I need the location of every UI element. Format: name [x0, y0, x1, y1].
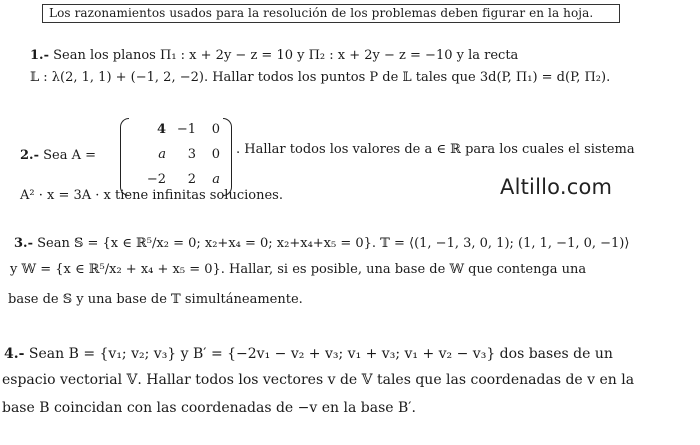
matrix-right-bracket — [223, 118, 232, 196]
problem-4-number: 4.- — [4, 346, 25, 362]
matrix-cell: 0 — [211, 147, 220, 162]
problem-4-line-2: espacio vectorial 𝕍. Hallar todos los vectores v de 𝕍 tales que las coordenadas de v en la — [2, 372, 635, 388]
matrix-a — [120, 118, 232, 194]
problem-1-text-1: Sean los planos Π₁ : x + 2y − z = 10 y Π₂ : x + 2y − z = −10 y la recta — [53, 48, 519, 63]
matrix-cell: a — [158, 147, 166, 162]
problem-3-line-3: base de 𝕊 y una base de 𝕋 simultáneamente. — [8, 292, 303, 307]
altillo-watermark: Altillo.com — [500, 175, 613, 199]
matrix-cell: 0 — [211, 122, 220, 137]
problem-3-line-1 — [14, 236, 629, 251]
problem-2-number: 2.- — [20, 148, 39, 163]
problem-4-text-1: Sean B = {v₁; v₂; v₃} y B′ = {−2v₁ − v₂ + v₃; v₁ + v₃; v₁ + v₂ − v₃} dos bases de un — [28, 346, 613, 362]
matrix-cell: −1 — [176, 122, 196, 137]
matrix-left-bracket — [120, 118, 129, 196]
problem-3-line-2: y 𝕎 = {x ∈ ℝ⁵/x₂ + x₄ + x₅ = 0}. Hallar, si es posible, una base de 𝕎 que contenga una — [10, 262, 587, 277]
problem-4-line-1 — [4, 346, 613, 362]
problem-2-text-rest: . Hallar todos los valores de a ∈ ℝ para los cuales el sistema — [236, 142, 635, 157]
matrix-cell: a — [212, 172, 220, 187]
instructions-header: Los razonamientos usados para la resolución de los problemas deben figurar en la hoja. — [42, 4, 620, 23]
problem-3-number: 3.- — [14, 236, 33, 251]
matrix-cell: −2 — [146, 172, 166, 187]
problem-4-line-3: base B coincidan con las coordenadas de −v en la base B′. — [2, 400, 416, 416]
matrix-cell: 4 — [156, 122, 166, 137]
problem-1-number: 1.- — [30, 48, 49, 63]
problem-1-line-1 — [30, 48, 518, 63]
matrix-cell: 2 — [187, 172, 196, 187]
problem-2-line-2: A² · x = 3A · x tiene infinitas soluciones. — [20, 188, 283, 203]
problem-3-text-1: Sean 𝕊 = {x ∈ ℝ⁵/x₂ = 0; x₂+x₄ = 0; x₂+x₄+x₅ = 0}. 𝕋 = ⟨(1, −1, 3, 0, 1); (1, 1, −1, 0, −1)⟩ — [37, 236, 630, 251]
problem-2-intro-text: Sea A = — [43, 148, 97, 163]
problem-1-line-2: 𝕃 : λ(2, 1, 1) + (−1, 2, −2). Hallar todos los puntos P de 𝕃 tales que 3d(P, Π₁) = d(P, Π₂). — [30, 70, 611, 85]
matrix-cell: 3 — [187, 147, 196, 162]
problem-2-intro — [20, 148, 96, 163]
